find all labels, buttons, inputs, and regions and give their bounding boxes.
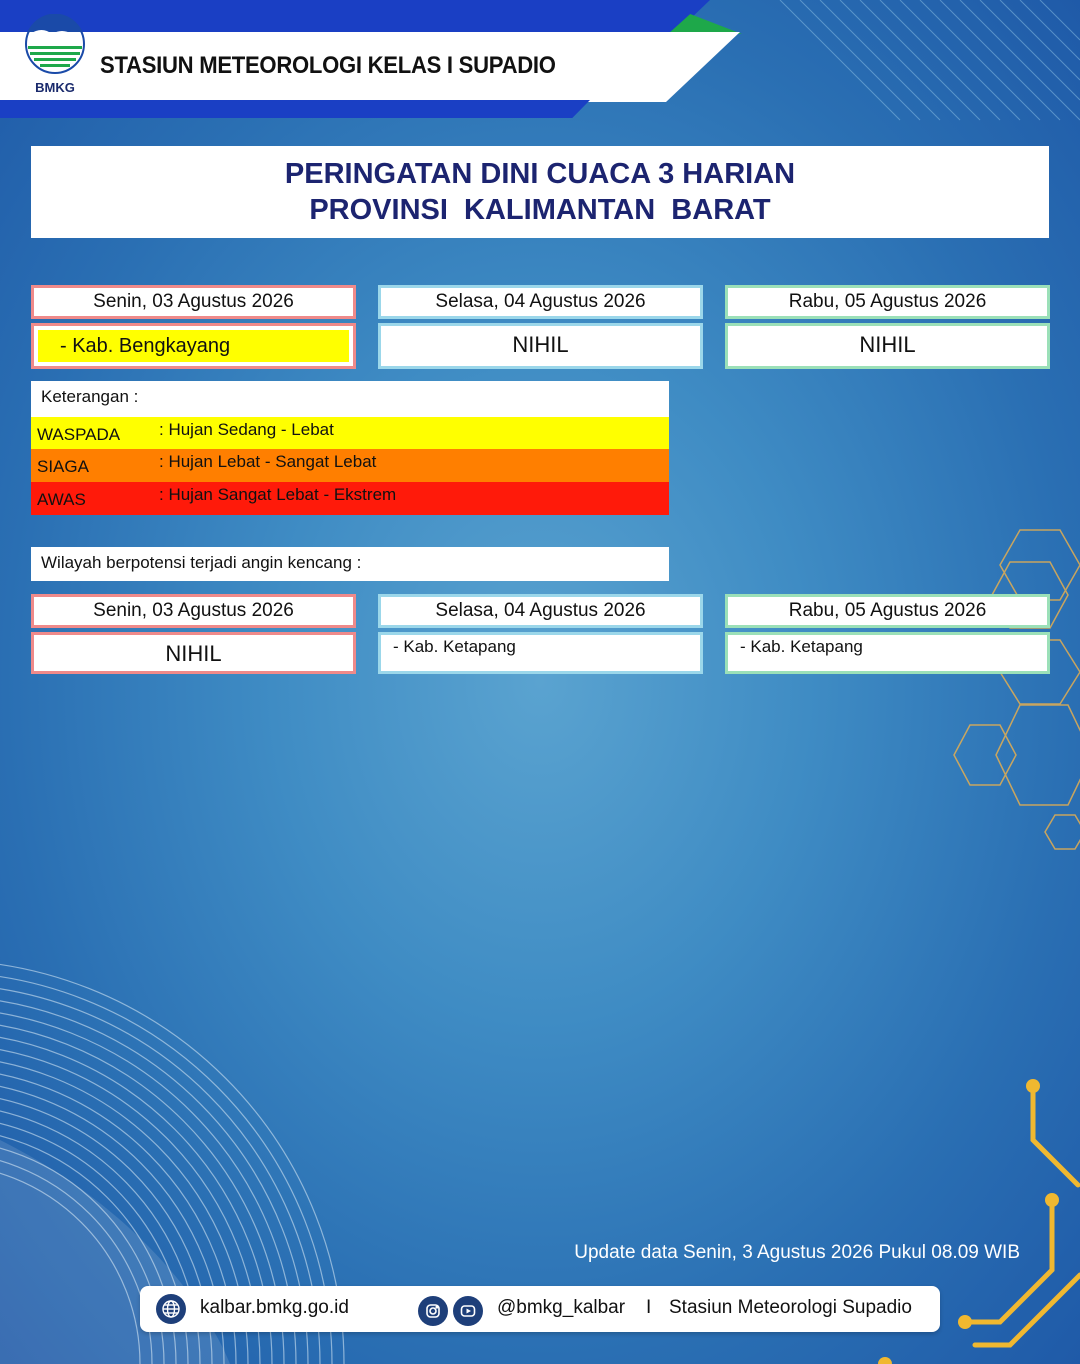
legend-label: WASPADA	[37, 425, 121, 444]
bmkg-logo	[22, 14, 88, 96]
wind-day-1-date: Senin, 03 Agustus 2026	[31, 594, 356, 628]
stripe-pattern	[780, 0, 1080, 120]
footer-station-name: Stasiun Meteorologi Supadio	[669, 1297, 912, 1318]
legend-desc: : Hujan Sangat Lebat - Ekstrem	[159, 485, 397, 504]
legend-label: AWAS	[37, 490, 86, 509]
title-line-2: PROVINSI KALIMANTAN BARAT	[309, 194, 771, 226]
footer-separator: I	[646, 1297, 652, 1318]
station-title: STASIUN METEOROLOGI KELAS I SUPADIO	[100, 52, 556, 79]
youtube-icon[interactable]	[453, 1296, 483, 1326]
wind-day-3-date: Rabu, 05 Agustus 2026	[725, 594, 1050, 628]
logo-text: BMKG	[35, 80, 75, 95]
legend-row-waspada	[31, 417, 669, 450]
wind-day-2-date: Selasa, 04 Agustus 2026	[378, 594, 703, 628]
update-timestamp: Update data Senin, 3 Agustus 2026 Pukul 08.09 WIB	[574, 1242, 1020, 1263]
website-link[interactable]: kalbar.bmkg.go.id	[200, 1297, 349, 1318]
legend-title: Keterangan :	[41, 387, 139, 406]
legend-label: SIAGA	[37, 457, 89, 476]
rain-day-1-content	[31, 323, 356, 369]
rain-day-2-content: NIHIL	[378, 323, 703, 369]
legend-desc: : Hujan Sedang - Lebat	[159, 420, 334, 439]
header-blue-stripe-top	[0, 0, 710, 34]
page-title	[31, 146, 1049, 238]
legend	[31, 381, 669, 515]
header-blue-stripe-bottom	[0, 100, 590, 118]
rain-day-3-date: Rabu, 05 Agustus 2026	[725, 285, 1050, 319]
warning-region-waspada: - Kab. Bengkayang	[38, 330, 349, 362]
rain-day-1-date: Senin, 03 Agustus 2026	[31, 285, 356, 319]
title-line-1: PERINGATAN DINI CUACA 3 HARIAN	[284, 158, 796, 190]
footer-bar	[140, 1286, 940, 1332]
legend-row-awas	[31, 482, 669, 515]
circuit-pattern	[965, 1086, 1080, 1345]
legend-desc: : Hujan Lebat - Sangat Lebat	[159, 452, 377, 471]
wind-day-3-content: - Kab. Ketapang	[725, 632, 1050, 674]
wind-day-1-content: NIHIL	[31, 632, 356, 674]
legend-row-siaga	[31, 449, 669, 482]
wind-day-2-content: - Kab. Ketapang	[378, 632, 703, 674]
wind-section-title: Wilayah berpotensi terjadi angin kencang :	[31, 547, 669, 581]
rain-day-2-date: Selasa, 04 Agustus 2026	[378, 285, 703, 319]
rain-day-3-content: NIHIL	[725, 323, 1050, 369]
hexagon-pattern	[954, 530, 1080, 849]
instagram-icon[interactable]	[418, 1296, 448, 1326]
globe-icon[interactable]	[156, 1294, 186, 1324]
social-handle[interactable]: @bmkg_kalbar	[497, 1297, 626, 1318]
